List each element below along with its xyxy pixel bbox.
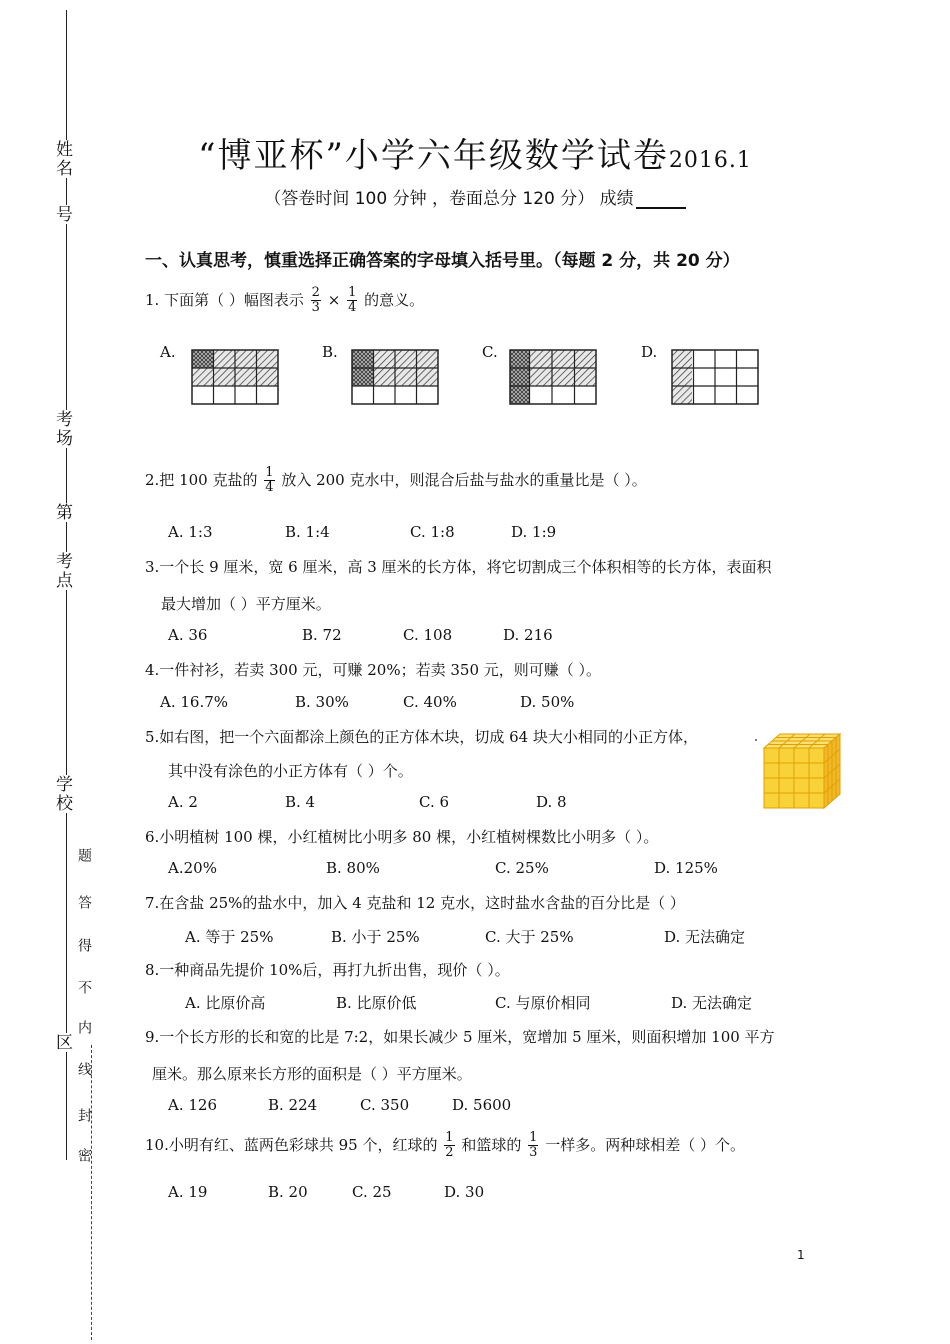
figure-d: [672, 350, 758, 404]
question-10: [145, 1131, 745, 1161]
option[interactable]: B. 4: [285, 793, 316, 811]
q1-fraction-2: [347, 286, 357, 316]
q2-fraction: [264, 466, 274, 496]
figure-c-label: C.: [482, 343, 498, 361]
option[interactable]: B. 224: [268, 1096, 318, 1114]
q10-text-mid: 和篮球的: [461, 1135, 522, 1154]
fraction-numerator: 1: [348, 285, 357, 300]
question-6: 6.小明植树 100 棵，小红植树比小明多 80 棵，小红植树棵数比小明多（ ）。: [145, 828, 659, 846]
margin-seal-char: 密: [76, 1148, 92, 1164]
q1-text: 1. 下面第（ ）幅图表示: [145, 290, 304, 309]
section-heading: 一、认真思考，慎重选择正确答案的字母填入括号里。（每题 2 分，共 20 分）: [145, 251, 740, 271]
q2-text: 2.把 100 克盐的: [145, 470, 258, 489]
q1-text-end: 的意义。: [364, 290, 425, 309]
fraction-denominator: 3: [311, 300, 320, 316]
q10-text-end: 一样多。两种球相差（ ）个。: [545, 1135, 745, 1154]
figure-a-label: A.: [160, 343, 176, 361]
question-8: 8.一种商品先提价 10%后，再打九折出售，现价（ ）。: [145, 961, 510, 979]
q2-text-end: 放入 200 克水中，则混合后盐与盐水的重量比是（ ）。: [281, 470, 647, 489]
figure-b-label: B.: [322, 343, 338, 361]
exam-title: [0, 128, 950, 177]
figure-d-label: D.: [641, 343, 658, 361]
option[interactable]: C. 与原价相同: [495, 994, 591, 1012]
margin-exam-site-label: 考点: [50, 552, 75, 590]
option[interactable]: A. 36: [168, 626, 208, 644]
question-3-line-2: 最大增加（ ）平方厘米。: [161, 595, 331, 613]
option[interactable]: D. 50%: [520, 693, 575, 711]
margin-district-label: 区: [50, 1033, 75, 1052]
exam-subtitle-text: （答卷时间 100 分钟 ，卷面总分 120 分） 成绩: [264, 189, 634, 209]
margin-number-label: 号: [50, 205, 75, 224]
question-7: 7.在含盐 25%的盐水中，加入 4 克盐和 12 克水，这时盐水含盐的百分比是（ ）: [145, 894, 685, 912]
q10-fraction-2: [528, 1131, 538, 1161]
margin-notice-char: 内: [76, 1020, 92, 1036]
option[interactable]: D. 8: [536, 793, 567, 811]
q10-text: 10.小明有红、蓝两色彩球共 95 个，红球的: [145, 1135, 438, 1154]
option[interactable]: C. 350: [360, 1096, 410, 1114]
exam-subtitle: [0, 184, 950, 209]
fraction-numerator: 1: [445, 1130, 454, 1145]
option[interactable]: B. 30%: [295, 693, 349, 711]
option[interactable]: A. 比原价高: [185, 994, 266, 1012]
option[interactable]: D. 无法确定: [664, 928, 746, 946]
margin-notice-char: 得: [76, 938, 92, 954]
option[interactable]: C. 6: [419, 793, 450, 811]
option[interactable]: D. 5600: [452, 1096, 512, 1114]
question-9-line-2: 厘米。那么原来长方形的面积是（ ）平方厘米。: [152, 1065, 472, 1083]
option[interactable]: A. 等于 25%: [185, 928, 274, 946]
figure-a: [192, 350, 278, 404]
margin-exam-room-label: 考场: [50, 410, 75, 448]
option[interactable]: A. 19: [168, 1183, 208, 1201]
option[interactable]: D. 无法确定: [671, 994, 753, 1012]
fraction-numerator: 2: [311, 285, 320, 300]
fraction-denominator: 4: [265, 480, 274, 496]
option[interactable]: D. 125%: [654, 859, 718, 877]
margin-notice-char: 不: [76, 980, 92, 996]
margin-notice-char: 答: [76, 895, 92, 911]
option[interactable]: D. 216: [503, 626, 553, 644]
figure-b: [352, 350, 438, 404]
option[interactable]: A.20%: [168, 859, 217, 877]
margin-school-label: 学校: [50, 775, 75, 813]
option[interactable]: B. 比原价低: [336, 994, 417, 1012]
option[interactable]: B. 1:4: [285, 523, 330, 541]
margin-name-label: 姓名: [50, 140, 75, 178]
exam-year: 2016.1: [668, 148, 752, 173]
question-2: [145, 466, 647, 496]
margin-notice-char: 题: [76, 848, 92, 864]
exam-title-text: “博亚杯”小学六年级数学试卷: [198, 136, 669, 176]
question-9-line-1: 9.一个长方形的长和宽的比是 7:2，如果长减少 5 厘米，宽增加 5 厘米，则面积增加 100 平方: [145, 1028, 775, 1046]
times-sign: ×: [327, 290, 341, 309]
fraction-numerator: 1: [529, 1130, 538, 1145]
option[interactable]: B. 20: [268, 1183, 308, 1201]
option[interactable]: D. 30: [444, 1183, 485, 1201]
option[interactable]: C. 40%: [403, 693, 457, 711]
question-4: 4.一件衬衫，若卖 300 元，可赚 20%；若卖 350 元，则可赚（ ）。: [145, 661, 602, 679]
margin-dashed-seal-line: [91, 1045, 92, 1340]
option[interactable]: D. 1:9: [511, 523, 557, 541]
option[interactable]: C. 1:8: [410, 523, 455, 541]
question-3-line-1: 3.一个长 9 厘米，宽 6 厘米，高 3 厘米的长方体，将它切割成三个体积相等的长方体，表面积: [145, 558, 772, 576]
option[interactable]: B. 小于 25%: [331, 928, 420, 946]
q1-figures: [150, 340, 780, 410]
fraction-denominator: 3: [529, 1145, 538, 1161]
question-5-line-2: 其中没有涂色的小正方体有（ ）个。: [168, 762, 413, 780]
option[interactable]: A. 16.7%: [160, 693, 229, 711]
question-5-line-1: 5.如右图，把一个六面都涂上颜色的正方体木块，切成 64 块大小相同的小正方体，: [145, 728, 698, 746]
option[interactable]: A. 1:3: [168, 523, 213, 541]
q10-fraction-1: [444, 1131, 454, 1161]
option[interactable]: A. 126: [168, 1096, 217, 1114]
option[interactable]: B. 80%: [326, 859, 380, 877]
fraction-denominator: 2: [445, 1145, 454, 1161]
option[interactable]: B. 72: [302, 626, 342, 644]
figure-c: [510, 350, 596, 404]
q1-fraction-1: [311, 286, 321, 316]
option[interactable]: C. 108: [403, 626, 453, 644]
margin-seal-char: 线: [76, 1062, 92, 1078]
option[interactable]: C. 25%: [495, 859, 549, 877]
margin-ordinal-label: 第: [50, 503, 75, 522]
page-number: 1: [797, 1248, 805, 1262]
option[interactable]: C. 大于 25%: [485, 928, 574, 946]
margin-seal-char: 封: [76, 1108, 92, 1124]
question-1: [145, 286, 424, 316]
option[interactable]: A. 2: [168, 793, 198, 811]
fraction-denominator: 4: [348, 300, 357, 316]
option[interactable]: C. 25: [352, 1183, 392, 1201]
fraction-numerator: 1: [265, 465, 274, 480]
score-blank[interactable]: [636, 191, 686, 209]
cube-illustration: [752, 730, 844, 812]
